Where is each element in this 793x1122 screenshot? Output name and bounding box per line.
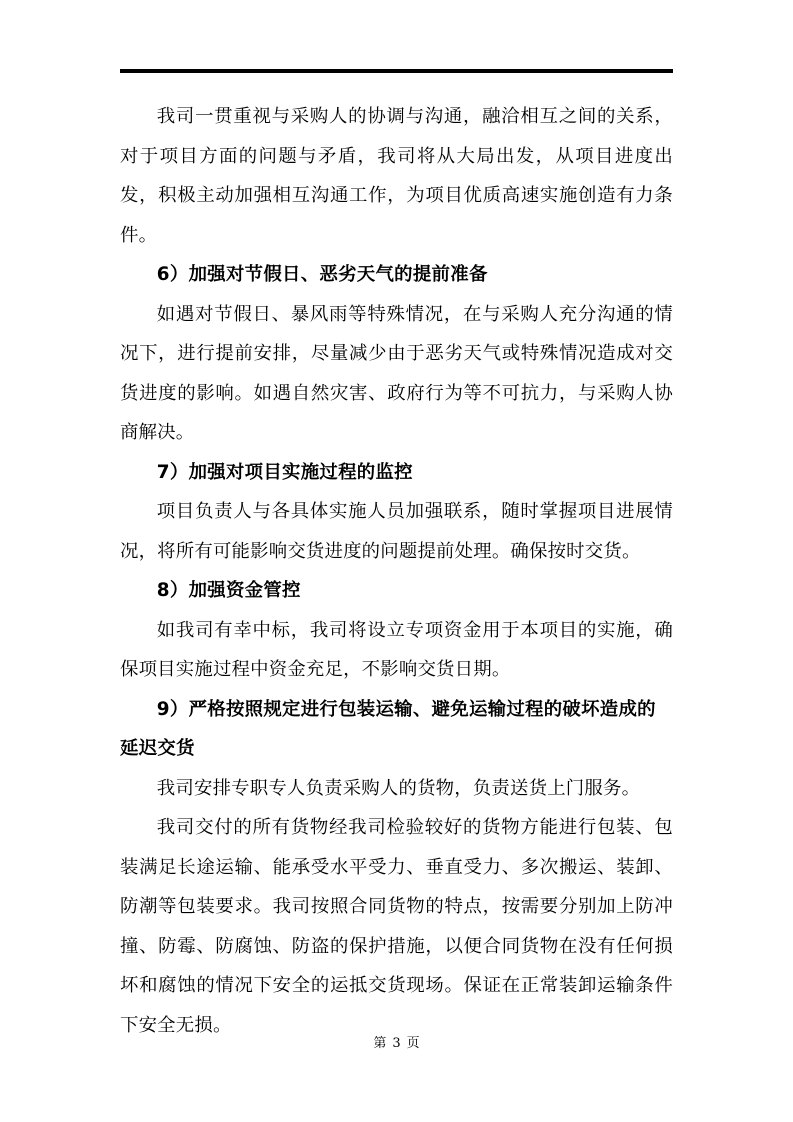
footer-suffix: 页	[406, 1036, 420, 1051]
heading-funds: 8）加强资金管控	[156, 580, 301, 601]
heading-monitoring: 7）加强对项目实施过程的监控	[156, 461, 413, 483]
footer-prefix: 第	[373, 1036, 387, 1051]
heading-packaging: 9）严格按照规定进行包装运输、避免运输过程的破坏造成的延迟交货	[120, 698, 656, 759]
paragraph-packaging: 我司交付的所有货物经我司检验较好的货物方能进行包装、包装满足长途运输、能承受水平受力、垂直受力、多次搬运、装卸、防潮等包装要求。我司按照合同货物的特点，按需要分别加上防冲撞、防霉、防腐蚀、防盗的保护措施，以便合同货物在没有任何损坏和腐蚀的情况下安全的运抵交货现场。保证在正常装卸运输条件下安全无损。	[120, 817, 673, 1036]
header-rule	[120, 69, 673, 73]
paragraph-delivery-service: 我司安排专职专人负责采购人的货物，负责送货上门服务。	[156, 777, 641, 799]
paragraph-monitoring: 项目负责人与各具体实施人员加强联系，随时掌握项目进展情况，将所有可能影响交货进度的问题提前处理。确保按时交货。	[120, 501, 673, 562]
page-content	[120, 97, 673, 1045]
paragraph-communication: 我司一贯重视与采购人的协调与沟通，融洽相互之间的关系，对于项目方面的问题与矛盾，我司将从大局出发，从项目进度出发，积极主动加强相互沟通工作，为项目优质高速实施创造有力条件。	[120, 106, 673, 246]
page-number: 3	[392, 1036, 401, 1051]
paragraph-funds: 如我司有幸中标，我司将设立专项资金用于本项目的实施，确保项目实施过程中资金充足，不影响交货日期。	[120, 619, 673, 680]
paragraph-holiday-weather: 如遇对节假日、暴风雨等特殊情况，在与采购人充分沟通的情况下，进行提前安排，尽量减少由于恶劣天气或特殊情况造成对交货进度的影响。如遇自然灾害、政府行为等不可抗力，与采购人协商解决。	[120, 303, 673, 443]
heading-holiday-weather: 6）加强对节假日、恶劣天气的提前准备	[156, 264, 488, 285]
page-footer	[0, 1032, 793, 1051]
